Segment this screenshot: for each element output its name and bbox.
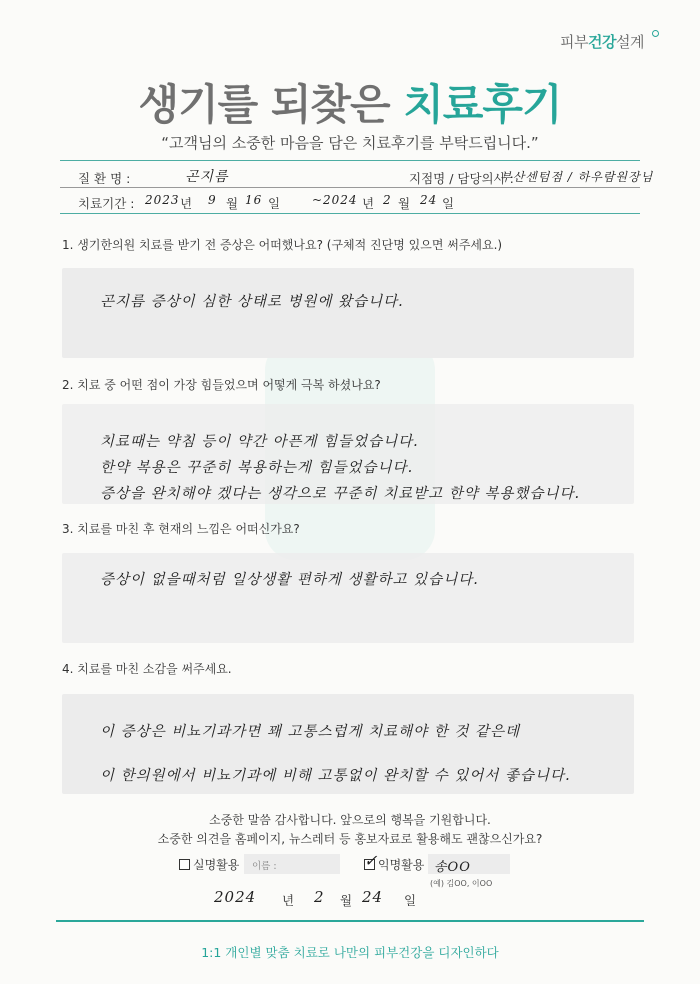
thanks-line-1: 소중한 말씀 감사합니다. 앞으로의 행복을 기원합니다.: [209, 813, 491, 827]
start-day-unit: 일: [268, 196, 281, 211]
brand-suffix: 설계: [615, 33, 644, 51]
anon-name-value: 송OO: [434, 860, 471, 875]
footer-divider: [56, 920, 644, 922]
branch-label: 지점명 / 담당의사 :: [409, 171, 514, 186]
answer-2-line-3: 증상을 완치해야 겠다는 생각으로 꾸준히 치료받고 한약 복용했습니다.: [100, 486, 581, 502]
sign-day: 24: [362, 888, 384, 906]
anon-name-field[interactable]: [428, 854, 510, 874]
answer-2-line-2: 한약 복용은 꾸준히 복용하는게 힘들었습니다.: [100, 460, 414, 476]
sign-month: 2: [314, 888, 325, 906]
subtitle: “고객님의 소중한 마음을 담은 치료후기를 부탁드립니다.”: [161, 134, 539, 152]
question-2: 2. 치료 중 어떤 점이 가장 힘들었으며 어떻게 극복 하셨나요?: [62, 378, 381, 392]
condition-value: 곤지름: [185, 169, 229, 185]
info-divider: [60, 187, 640, 188]
question-1: 1. 생기한의원 치료를 받기 전 증상은 어떠했나요? (구체적 진단명 있으면 써주세요.): [62, 238, 503, 252]
real-name-checkbox[interactable]: [179, 859, 190, 870]
brand-logo: [560, 31, 644, 52]
answer-box-3: [62, 553, 634, 643]
sign-year-unit: 년: [282, 893, 295, 908]
info-top-border: [60, 160, 640, 161]
answer-3-line-1: 증상이 없을때처럼 일상생활 편하게 생활하고 있습니다.: [100, 572, 479, 588]
answer-1-line-1: 곤지름 증상이 심한 상태로 병원에 왔습니다.: [100, 294, 404, 310]
question-4: 4. 치료를 마친 소감을 써주세요.: [62, 662, 232, 676]
thanks-line-2: 소중한 의견을 홈페이지, 뉴스레터 등 홍보자료로 활용해도 괜찮으신가요?: [157, 832, 543, 846]
end-year: 2024: [323, 193, 358, 207]
end-day-unit: 일: [442, 196, 455, 211]
start-month: 9: [208, 193, 217, 207]
brand-dot-icon: [652, 30, 659, 37]
real-name-field[interactable]: [244, 854, 340, 874]
title-part1: 생기를 되찾은: [138, 80, 390, 129]
anon-label: 익명활용: [378, 858, 425, 872]
period-label: 치료기간 :: [78, 196, 135, 211]
sign-year: 2024: [214, 888, 257, 906]
sign-month-unit: 월: [340, 893, 353, 908]
answer-4-line-1: 이 증상은 비뇨기과가면 꽤 고통스럽게 치료해야 한 것 같은데: [100, 724, 521, 740]
answer-2-line-1: 치료때는 약침 등이 약간 아픈게 힘들었습니다.: [100, 434, 419, 450]
info-bottom-border: [60, 213, 640, 214]
brand-highlight: 건강: [587, 33, 616, 51]
answer-4-line-2: 이 한의원에서 비뇨기과에 비해 고통없이 완치할 수 있어서 좋습니다.: [100, 768, 571, 784]
brand-prefix: 피부: [560, 33, 588, 51]
real-name-label: 실명활용: [193, 858, 240, 872]
anon-example: (예) 김OO, 이OO: [430, 879, 493, 888]
page-title: [0, 72, 700, 132]
branch-value: 부산센텀점 / 하우람원장님: [500, 170, 654, 184]
start-day: 16: [245, 193, 263, 207]
end-month-unit: 월: [398, 196, 411, 211]
end-prefix: ~: [312, 193, 324, 207]
sign-day-unit: 일: [404, 893, 417, 908]
footer-slogan: 1:1 개인별 맞춤 치료로 나만의 피부건강을 디자인하다: [201, 945, 499, 960]
question-3: 3. 치료를 마친 후 현재의 느낌은 어떠신가요?: [62, 522, 300, 536]
end-year-unit: 년: [362, 196, 375, 211]
condition-label: 질 환 명 :: [78, 171, 131, 186]
start-year-unit: 년: [180, 196, 193, 211]
answer-box-1: [62, 268, 634, 358]
title-part2: 치료후기: [403, 80, 562, 129]
anon-checkmark-icon: ✓: [364, 851, 379, 870]
real-name-placeholder: 이름 :: [252, 861, 277, 872]
start-year: 2023: [145, 193, 180, 207]
end-day: 24: [420, 193, 438, 207]
start-month-unit: 월: [226, 196, 239, 211]
end-month: 2: [383, 193, 392, 207]
